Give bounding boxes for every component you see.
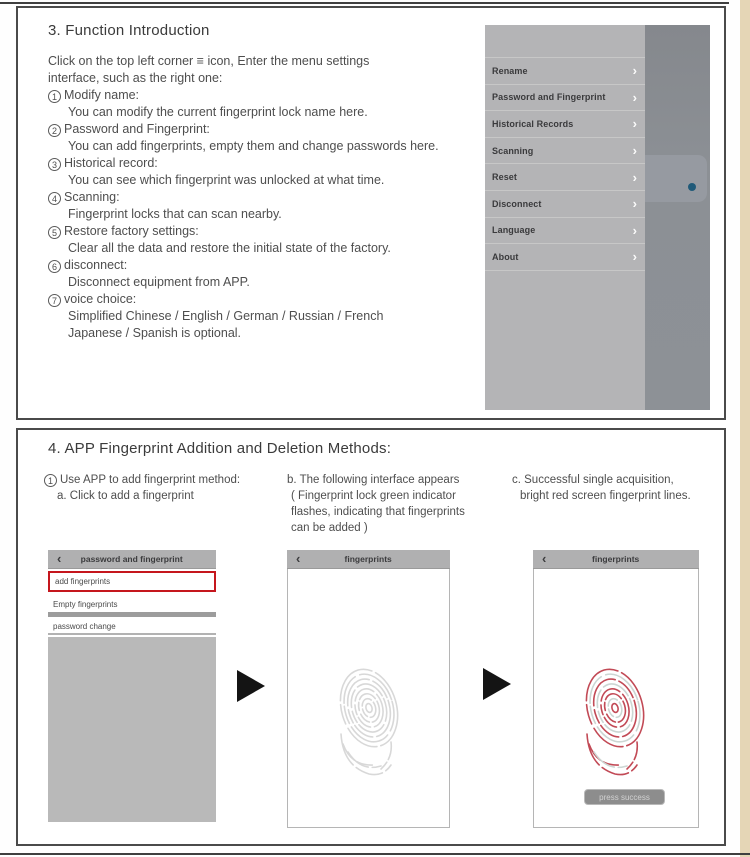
next-step-arrow-icon: [237, 670, 265, 702]
menu-item-password-and-fingerprint[interactable]: Password and Fingerprint ›: [485, 85, 645, 112]
chevron-right-icon: ›: [632, 169, 637, 185]
fingerprint-icon: [331, 662, 407, 783]
chevron-right-icon: ›: [632, 63, 637, 79]
phone-screenshot-fingerprint-scan: [287, 550, 450, 828]
caption-line: ( Fingerprint lock green indicator: [291, 490, 456, 502]
phone-screenshot-password-settings: [48, 550, 216, 822]
instruction-line: Disconnect equipment from APP.: [68, 275, 250, 289]
caption-line: b. The following interface appears: [287, 474, 460, 486]
chevron-right-icon: ›: [632, 89, 637, 105]
phone-header: [533, 550, 699, 569]
phone-header: [48, 550, 216, 569]
instruction-line: 3 Historical record:: [48, 155, 493, 172]
instruction-line: You can modify the current fingerprint lock name here.: [68, 105, 368, 119]
phone-screenshot-fingerprint-success: [533, 550, 699, 828]
phone-body: [287, 569, 450, 828]
menu-item-rename[interactable]: Rename ›: [485, 58, 645, 85]
instruction-line: Click on the top left corner ≡ icon, Enter the menu settings: [48, 54, 370, 68]
circled-number: 7: [48, 294, 61, 307]
back-chevron-icon[interactable]: ‹: [57, 550, 62, 566]
caption-line: c. Successful single acquisition,: [512, 474, 674, 486]
next-section-rule: [0, 853, 750, 855]
side-menu-list: [485, 57, 645, 271]
device-card: [645, 155, 707, 202]
caption-line: bright red screen fingerprint lines.: [520, 490, 691, 502]
empty-fingerprints-row[interactable]: Empty fingerprints: [53, 600, 118, 609]
previous-section-rule: [0, 2, 729, 4]
next-step-arrow-icon: [483, 668, 511, 700]
divider-line: [48, 633, 216, 635]
press-success-button[interactable]: press success: [584, 789, 665, 805]
empty-area: [48, 637, 216, 822]
instruction-line: 5 Restore factory settings:: [48, 223, 493, 240]
instruction-line: 2 Password and Fingerprint:: [48, 121, 493, 138]
instruction-line: Simplified Chinese / English / German / Russian / French: [68, 309, 384, 323]
instruction-line: 1 Modify name:: [48, 87, 493, 104]
menu-item-scanning[interactable]: Scanning ›: [485, 138, 645, 165]
section-3-panel: [16, 6, 726, 420]
circled-number: 3: [48, 158, 61, 171]
circled-number: 1: [44, 474, 57, 487]
phone-header-title: fingerprints: [344, 554, 392, 564]
section-3-body: [48, 53, 493, 342]
circled-number: 1: [48, 90, 61, 103]
caption-line: 1 Use APP to add fingerprint method:: [44, 472, 240, 488]
instruction-line: Fingerprint locks that can scan nearby.: [68, 207, 282, 221]
circled-number: 4: [48, 192, 61, 205]
add-fingerprints-row-highlighted[interactable]: add fingerprints: [48, 571, 216, 592]
instruction-line: Japanese / Spanish is optional.: [68, 326, 242, 340]
menu-item-language[interactable]: Language ›: [485, 218, 645, 245]
section-3-title: 3. Function Introduction: [48, 22, 210, 39]
phone-header-title: password and fingerprint: [80, 554, 183, 564]
back-chevron-icon[interactable]: ‹: [296, 550, 301, 566]
menu-item-historical-records[interactable]: Historical Records ›: [485, 111, 645, 138]
instruction-line: You can add fingerprints, empty them and change passwords here.: [68, 139, 439, 153]
chevron-right-icon: ›: [632, 143, 637, 159]
caption-line: flashes, indicating that fingerprints: [291, 506, 465, 518]
app-menu-screenshot: [485, 25, 710, 410]
chevron-right-icon: ›: [632, 222, 637, 238]
menu-item-disconnect[interactable]: Disconnect ›: [485, 191, 645, 218]
circled-number: 6: [48, 260, 61, 273]
side-menu-panel: [485, 25, 645, 410]
phone-header: [287, 550, 450, 569]
caption-line: a. Click to add a fingerprint: [57, 490, 194, 502]
chevron-right-icon: ›: [632, 196, 637, 212]
step-a-caption: [44, 472, 240, 504]
page-edge-strip: [740, 0, 750, 857]
divider-bar: [48, 612, 216, 617]
phone-header-title: fingerprints: [592, 554, 640, 564]
section-4-panel: [16, 428, 726, 846]
dimmed-background-panel: [645, 25, 710, 410]
status-dot: [688, 183, 696, 191]
fingerprint-red-icon: [577, 662, 653, 783]
chevron-right-icon: ›: [632, 116, 637, 132]
instruction-line: 6 disconnect:: [48, 257, 493, 274]
step-c-caption: [512, 472, 691, 504]
menu-item-reset[interactable]: Reset ›: [485, 164, 645, 191]
instruction-line: 7 voice choice:: [48, 291, 493, 308]
phone-body: [533, 569, 699, 828]
instruction-line: Clear all the data and restore the initial state of the factory.: [68, 241, 391, 255]
circled-number: 5: [48, 226, 61, 239]
menu-item-about[interactable]: About ›: [485, 244, 645, 271]
instruction-line: You can see which fingerprint was unlocked at what time.: [68, 173, 385, 187]
circled-number: 2: [48, 124, 61, 137]
instruction-line: 4 Scanning:: [48, 189, 493, 206]
chevron-right-icon: ›: [632, 249, 637, 265]
step-b-caption: [287, 472, 465, 536]
password-change-row[interactable]: password change: [53, 621, 116, 631]
caption-line: can be added ): [291, 522, 368, 534]
section-4-title: 4. APP Fingerprint Addition and Deletion Methods:: [48, 440, 392, 457]
back-chevron-icon[interactable]: ‹: [542, 550, 547, 566]
instruction-line: interface, such as the right one:: [48, 71, 223, 85]
